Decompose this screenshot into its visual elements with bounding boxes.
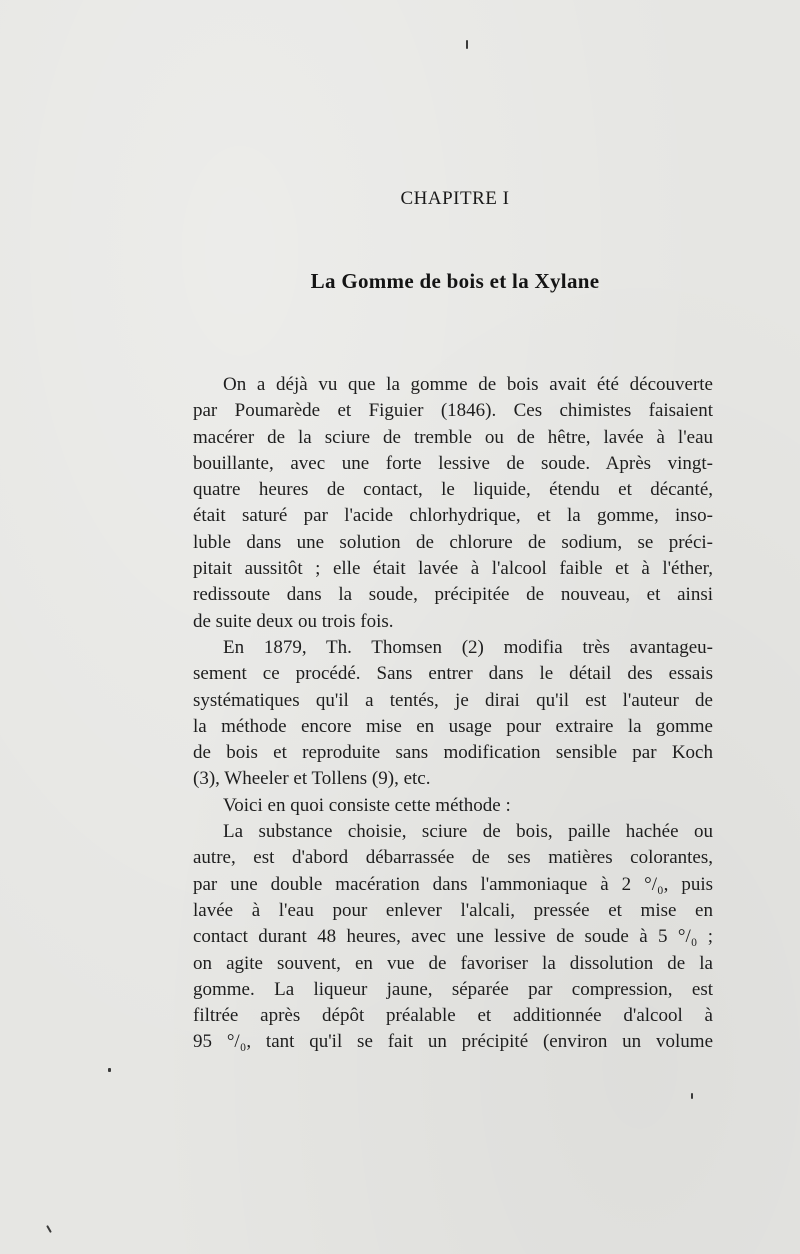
text-line: était saturé par l'acide chlorhydrique, et la gomme, inso- — [193, 505, 713, 527]
text-line: bouillante, avec une forte lessive de soude. Après vingt- — [193, 452, 713, 474]
text-line: sement ce procédé. Sans entrer dans le détail des essais — [193, 663, 713, 685]
chapter-title: La Gomme de bois et la Xylane — [310, 269, 600, 293]
text-line: filtrée après dépôt préalable et additionnée d'alcool à — [193, 1005, 713, 1027]
text-line: par Poumarède et Figuier (1846). Ces chimistes faisaient — [193, 400, 713, 422]
text-line: La substance choisie, sciure de bois, paille hachée ou — [223, 821, 713, 843]
ink-speck — [691, 1093, 693, 1099]
body-text — [193, 372, 713, 1056]
text-line: lavée à l'eau pour enlever l'alcali, pressée et mise en — [193, 899, 713, 921]
ink-speck — [466, 40, 468, 49]
text-line: autre, est d'abord débarrassée de ses matières colorantes, — [193, 847, 713, 869]
text-line: On a déjà vu que la gomme de bois avait été découverte — [223, 374, 713, 395]
text-line: de suite deux ou trois fois. — [193, 610, 394, 632]
text-line: macérer de la sciure de tremble ou de hêtre, lavée à l'eau — [193, 426, 713, 448]
paragraph — [193, 372, 713, 635]
text-line: redissoute dans la soude, précipitée de nouveau, et ainsi — [193, 584, 713, 606]
text-line: par une double macération dans l'ammoniaque à 2 °/₀, puis — [193, 873, 713, 895]
text-line: (3), Wheeler et Tollens (9), etc. — [193, 768, 431, 790]
ink-speck — [46, 1225, 52, 1233]
ink-speck — [108, 1068, 111, 1072]
paragraph — [193, 819, 713, 1056]
text-line: gomme. La liqueur jaune, séparée par compression, est — [193, 978, 713, 1000]
text-line: pitait aussitôt ; elle était lavée à l'alcool faible et à l'éther, — [193, 558, 713, 580]
text-line: Voici en quoi consiste cette méthode : — [223, 794, 511, 816]
text-line: luble dans une solution de chlorure de sodium, se préci- — [193, 531, 713, 553]
chapter-heading: CHAPITRE I — [400, 188, 510, 209]
text-line: de bois et reproduite sans modification sensible par Koch — [193, 742, 713, 764]
text-line: quatre heures de contact, le liquide, étendu et décanté, — [193, 479, 713, 501]
text-line: En 1879, Th. Thomsen (2) modifia très avantageu- — [223, 636, 713, 658]
text-line: la méthode encore mise en usage pour extraire la gomme — [193, 715, 713, 737]
text-line: 95 °/₀, tant qu'il se fait un précipité (environ un volume — [193, 1031, 713, 1053]
text-line: on agite souvent, en vue de favoriser la dissolution de la — [193, 952, 713, 974]
text-line: systématiques qu'il a tentés, je dirai qu'il est l'auteur de — [193, 689, 713, 711]
paragraph — [193, 793, 713, 819]
text-line: contact durant 48 heures, avec une lessive de soude à 5 °/₀ ; — [193, 926, 713, 948]
paragraph — [193, 635, 713, 793]
